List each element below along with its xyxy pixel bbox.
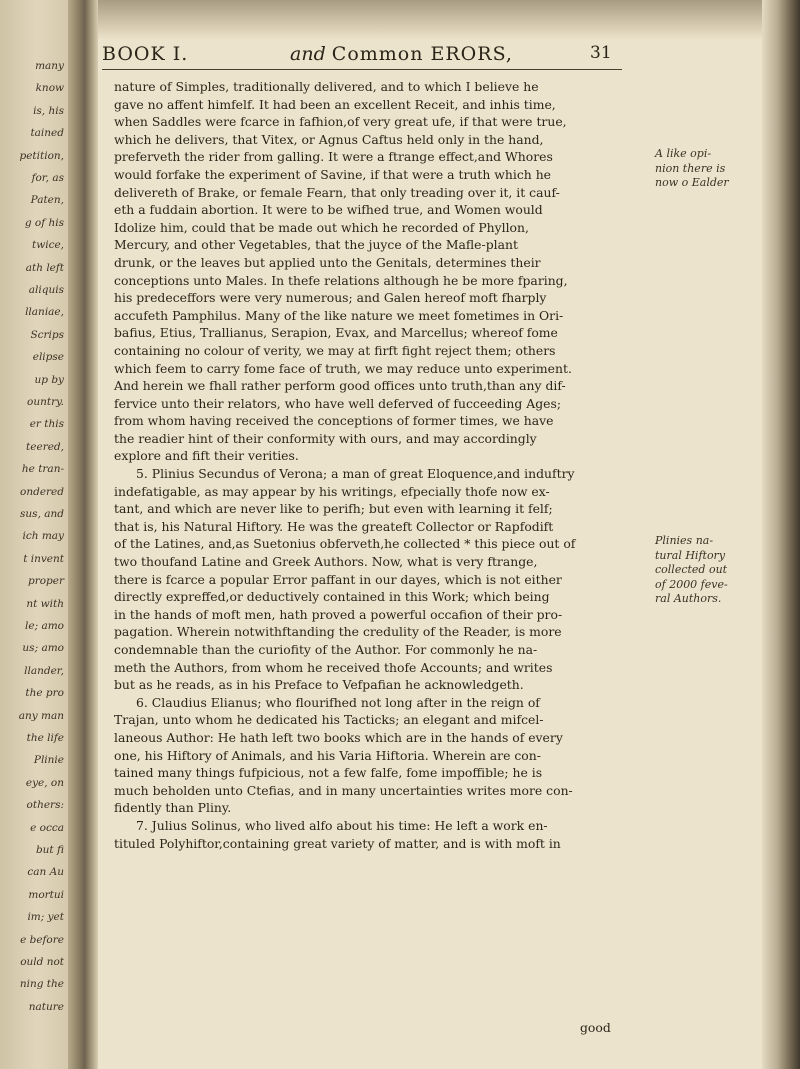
text-line: the readier hint of their conformity with ours, and may accordingly	[114, 430, 537, 446]
facing-page-fragment: teered,	[26, 440, 64, 453]
text-line: condemnable than the curiofity of the Author. For commonly he na-	[114, 642, 538, 657]
text-line: eth a fuddain abortion. It were to be wifhed true, and Women would	[114, 202, 543, 218]
margin-note-line: now o Ealder	[655, 176, 729, 189]
text-line: of the Latines, and,as Suetonius obferveth,he collected * this piece out of	[114, 536, 576, 552]
text-line: fidently than Pliny.	[114, 800, 232, 816]
facing-page-fragment: nt with	[26, 597, 64, 610]
facing-page-fragment: e occa	[30, 821, 64, 834]
facing-page-fragment: others:	[26, 799, 64, 812]
header-title-caps: Common ERORS,	[331, 43, 513, 65]
facing-page-fragment: aliquis	[28, 284, 64, 296]
facing-page-fragment: the pro	[25, 687, 64, 700]
facing-page-fragment: er this	[29, 418, 64, 431]
facing-page-fragment: he tran-	[21, 463, 64, 476]
text-line: meth the Authors, from whom he received thofe Accounts; and writes	[114, 659, 553, 675]
facing-page-fragment: elipse	[32, 351, 64, 364]
text-line: drunk, or the leaves but applied unto the Genitals, determines their	[114, 254, 541, 270]
facing-page-fragment: t invent	[23, 552, 64, 565]
text-line: tained many things fufpicious, not a few falfe, fome impoffible; he is	[114, 765, 543, 781]
text-line: 7. Julius Solinus, who lived alfo about his time: He left a work en-	[136, 817, 548, 833]
margin-note-line: Plinies na-	[655, 534, 714, 547]
text-line: which he delivers, that Vitex, or Agnus Caftus held only in the hand,	[114, 131, 544, 147]
facing-page-fragment: ich may	[22, 530, 64, 543]
text-line: but as he reads, as in his Preface to Vefpafian he acknowledgeth.	[114, 677, 524, 693]
top-page-shadow	[98, 0, 800, 40]
text-line: And herein we fhall rather perform good offices unto truth,than any dif-	[114, 378, 566, 394]
facing-page-fragment: many	[35, 60, 64, 72]
facing-page-fragment: petition,	[19, 149, 64, 162]
facing-page-fragment: Plinie	[33, 754, 64, 767]
facing-page-fragment: tained	[30, 127, 64, 140]
facing-page-fragment: im; yet	[27, 911, 64, 924]
page-number: 31	[590, 43, 612, 63]
text-line: there is fcarce a popular Error paffant in our dayes, which is not either	[114, 571, 562, 587]
text-line: containing no colour of verity, we may at firft fight reject them; others	[114, 342, 556, 358]
text-line: tant, and which are never like to perifh; but even with learning it felf;	[114, 501, 553, 517]
text-line: 6. Claudius Elianus; who flourifhed not long after in the reign of	[136, 694, 540, 710]
main-text-block	[114, 78, 649, 852]
facing-page-fragment: e before	[20, 933, 64, 946]
facing-page-fragment: for, as	[31, 172, 64, 184]
margin-note-line: A like opi-	[655, 147, 712, 160]
facing-page-fragment: g of his	[24, 216, 64, 229]
previous-page-edge	[0, 0, 68, 1069]
header-title-italic: and	[290, 43, 326, 65]
header-rule	[102, 69, 622, 70]
facing-page-fragment: ath left	[25, 261, 64, 274]
margin-note-line: tural Hiftory	[655, 548, 726, 562]
text-line: when Saddles were fcarce in fafhion,of very great ufe, if that were true,	[114, 114, 567, 130]
facing-page-fragment: Scrips	[30, 328, 64, 341]
facing-page-fragment: know	[35, 82, 64, 95]
text-line: indefatigable, as may appear by his writings, efpecially thofe now ex-	[114, 483, 550, 499]
text-line: nature of Simples, traditionally delivered, and to which I believe he	[114, 79, 539, 94]
text-line: preferveth the rider from galling. It were a ftrange effect,and Whores	[114, 149, 553, 165]
facing-page-fragment: sus, and	[20, 508, 64, 520]
text-line: directly expreffed,or deductively contained in this Work; which being	[114, 589, 550, 605]
facing-page-fragment: ould not	[20, 956, 64, 968]
text-line: Mercury, and other Vegetables, that the juyce of the Mafle-plant	[114, 237, 518, 253]
facing-page-fragment: ondered	[20, 485, 64, 498]
text-line: fervice unto their relators, who have well deferved of fucceeding Ages;	[114, 395, 561, 411]
text-line: 5. Plinius Secundus of Verona; a man of great Eloquence,and induftry	[136, 466, 575, 482]
facing-page-fragment: llaniae,	[25, 306, 64, 319]
facing-page-fragment: any man	[18, 709, 64, 722]
running-header	[100, 40, 620, 66]
text-line: his predeceffors were very numerous; and Galen hereof moft fharply	[114, 290, 547, 306]
text-line: that is, his Natural Hiftory. He was the greateft Collector or Rapfodift	[114, 518, 554, 534]
header-title	[290, 43, 513, 65]
text-line: tituled Polyhiftor,containing great variety of matter, and is with moft in	[114, 835, 561, 851]
margin-note-plinies-history	[655, 534, 757, 607]
facing-page-fragment: the life	[26, 732, 64, 744]
margin-note-savine	[655, 147, 757, 191]
text-line: conceptions unto Males. In thefe relations although he be more fparing,	[114, 272, 568, 288]
book-spine-shadow	[68, 0, 98, 1069]
text-line: accufeth Pamphilus. Many of the like nature we meet fometimes in Ori-	[114, 307, 564, 323]
margin-note-line: of 2000 feve-	[655, 577, 728, 591]
facing-page-fragment: eye, on	[25, 776, 64, 789]
text-line: much beholden unto Ctefias, and in many uncertainties writes more con-	[114, 782, 573, 798]
margin-note-line: collected out	[655, 563, 728, 576]
header-book-number: BOOK I.	[102, 43, 189, 65]
facing-page-fragment: Paten,	[30, 194, 64, 207]
facing-page-fragment: ning the	[19, 978, 64, 991]
text-line: laneous Author: He hath left two books which are in the hands of every	[114, 729, 563, 745]
facing-page-fragment: twice,	[32, 239, 64, 252]
facing-page-fragment: but fi	[35, 844, 64, 856]
facing-page-fragment: us; amo	[22, 642, 64, 655]
facing-page-fragment: up by	[34, 373, 64, 386]
text-line: two thoufand Latine and Greek Authors. Now, what is very ftrange,	[114, 554, 538, 570]
facing-page-fragment: proper	[27, 575, 64, 588]
facing-page-fragment: le; amo	[25, 620, 64, 632]
text-line: one, his Hiftory of Animals, and his Varia Hiftoria. Wherein are con-	[114, 747, 541, 763]
facing-page-fragment: nature	[28, 1000, 64, 1013]
right-page-edge	[762, 0, 800, 1069]
facing-page-fragment: can Au	[27, 866, 64, 879]
catchword: good	[580, 1020, 611, 1035]
facing-page-fragment: llander,	[24, 664, 64, 677]
text-line: which feem to carry fome face of truth, we may reduce unto experiment.	[114, 360, 572, 376]
text-line: from whom having received the conceptions of former times, we have	[114, 413, 554, 429]
book-page	[100, 40, 755, 1060]
text-line: explore and fift their verities.	[114, 448, 299, 464]
facing-page-fragment: ountry.	[27, 396, 64, 408]
text-line: Idolize him, could that be made out which he recorded of Phyllon,	[114, 219, 529, 235]
text-line: bafius, Etius, Trallianus, Serapion, Evax, and Marcellus; whereof fome	[114, 325, 558, 341]
facing-page-fragment: mortui	[28, 888, 64, 901]
margin-note-line: nion there is	[655, 161, 726, 175]
text-line: delivereth of Brake, or female Fearn, that only treading over it, it cauf-	[114, 184, 560, 200]
text-line: Trajan, unto whom he dedicated his Tacticks; an elegant and mifcel-	[114, 712, 544, 728]
text-line: in the hands of moft men, hath proved a powerful occafion of their pro-	[114, 606, 563, 622]
margin-note-line: ral Authors.	[655, 592, 722, 605]
facing-page-fragment: is, his	[33, 104, 64, 117]
text-line: pagation. Wherein notwithftanding the credulity of the Reader, is more	[114, 624, 562, 640]
text-line: gave no affent himfelf. It had been an excellent Receit, and inhis time,	[114, 96, 556, 112]
text-line: would forfake the experiment of Savine, if that were a truth which he	[114, 166, 552, 182]
